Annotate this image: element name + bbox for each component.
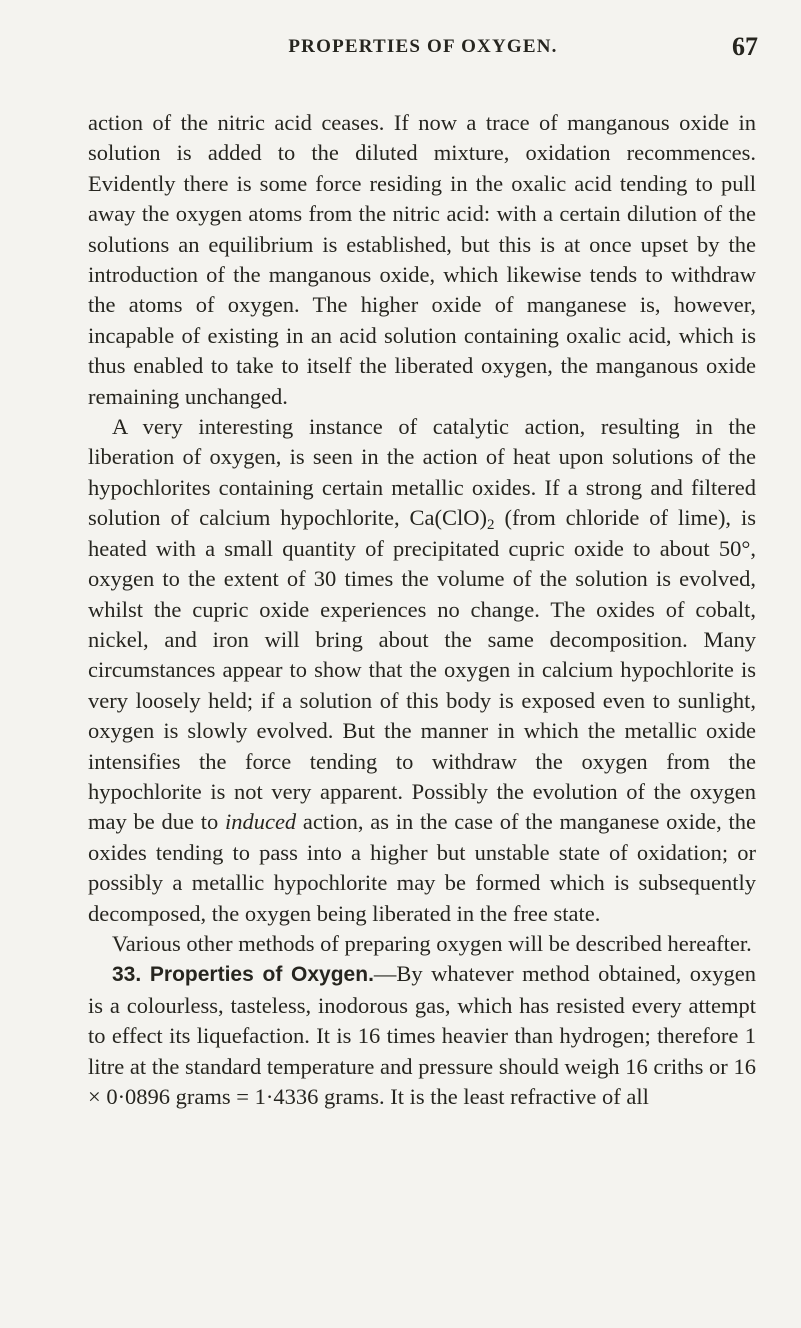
italic-term: induced bbox=[224, 809, 297, 835]
paragraph-text: action of the nitric acid ceases. If now a trace of manganous oxide in solution is added to the diluted mixture, oxidation recommences. Evidently there is some force residing in the oxalic acid tending to pull away the oxygen atoms from the nitric acid: with a certain dilution of the solutions an equilibrium is established, but this is at once upset by the introduction of the manganous oxide, which likewise tends to withdraw the atoms of oxygen. The higher oxide of manganese is, however, incapable of existing in an acid solution containing oxalic acid, which is thus enabled to take to itself the liberated oxygen, the manganous oxide remaining unchanged. bbox=[88, 110, 756, 409]
paragraph-text: —By whatever method obtained, oxygen is a colourless, tasteless, inodorous gas, which has resisted every attempt to effect its liquefaction. It is 16 times heavier than hydrogen; therefore 1 litre at the standard temperature and pressure should weigh 16 criths or 16 × 0·0896 grams = 1·4336 grams. It is the least refractive of all bbox=[88, 961, 756, 1109]
section-heading: 33. Properties of Oxygen. bbox=[112, 963, 374, 987]
paragraph-text: action, as in the case of the manganese oxide, the oxides tending to pass into a higher but unstable state of oxidation; or possibly a metallic hypochlorite may be formed which is subsequently decomposed, the oxygen being liberated in the free state. bbox=[88, 809, 756, 926]
paragraph-text: Various other methods of preparing oxygen will be described hereafter. bbox=[112, 930, 752, 956]
running-head: PROPERTIES OF OXYGEN. bbox=[288, 36, 558, 57]
paragraph-text: A very interesting instance of catalytic action, resulting in the liberation of oxygen, is seen in the action of heat upon solutions of the hypochlorites containing certain metallic oxides. If a strong and filtered solution of calcium hypochlorite, Ca(ClO) bbox=[88, 414, 756, 531]
page-header bbox=[88, 32, 758, 66]
paragraph-hypochlorites bbox=[88, 412, 756, 929]
paragraph-manganous-oxide bbox=[88, 108, 756, 412]
formula-subscript: 2 bbox=[487, 517, 495, 534]
page-number: 67 bbox=[732, 32, 758, 61]
paragraph-properties-of-oxygen bbox=[88, 959, 756, 1112]
paragraph-other-methods bbox=[88, 929, 756, 959]
paragraph-text: (from chloride of lime), is heated with a small quantity of precipitated cupric oxide to about 50°, oxygen to the extent of 30 times the volume of the solution is evolved, whilst the cupric oxide experiences no change. The oxides of cobalt, nickel, and iron will bring about the same decomposition. Many circumstances appear to show that the oxygen in calcium hypochlorite is very loosely held; if a solution of this body is exposed even to sunlight, oxygen is slowly evolved. But the manner in which the metallic oxide intensifies the force tending to withdraw the oxygen from the hypochlorite is not very apparent. Possibly the evolution of the oxygen may be due to bbox=[88, 505, 756, 835]
body-text bbox=[88, 108, 756, 1112]
